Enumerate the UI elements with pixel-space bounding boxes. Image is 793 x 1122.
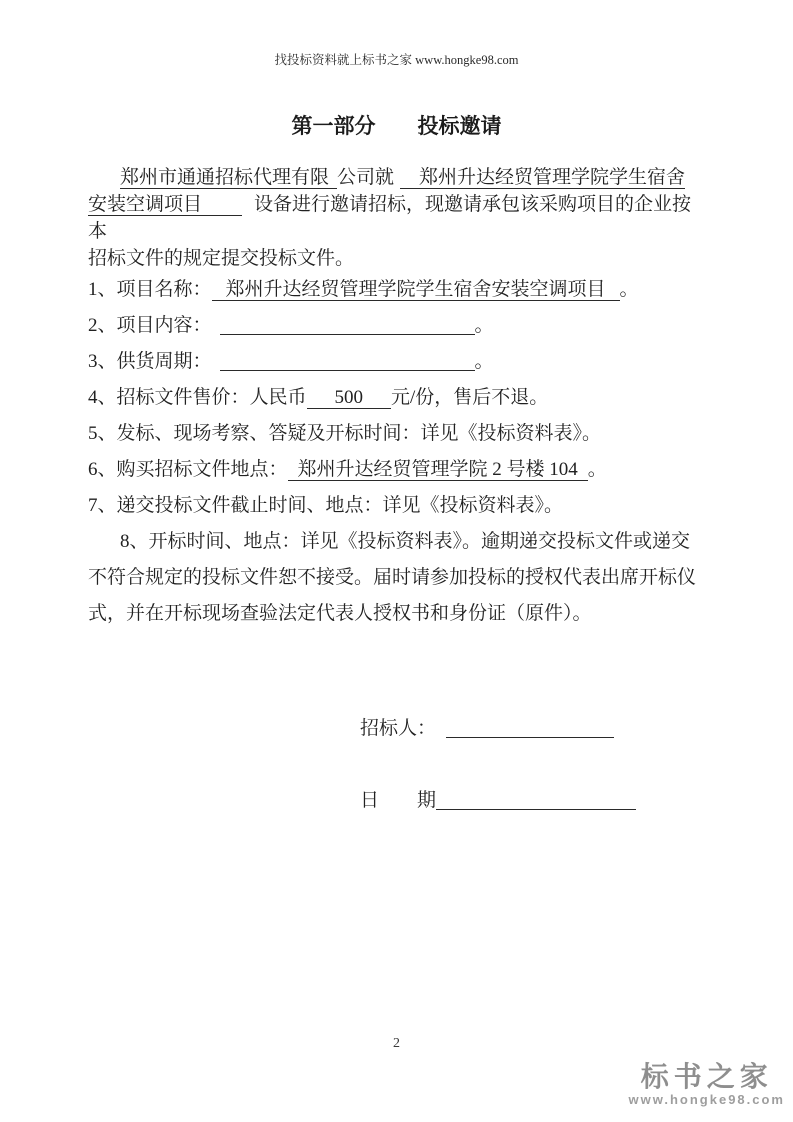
item-number: 3、 [88, 351, 117, 372]
document-body [88, 164, 710, 632]
intro-line-2 [88, 191, 710, 245]
item-number: 5、 [88, 423, 117, 444]
item-label: 购买招标文件地点： [116, 459, 288, 480]
list-item-project-content [88, 308, 710, 344]
date-row [360, 786, 636, 816]
list-item-document-price [88, 380, 710, 416]
item-number: 2、 [88, 315, 117, 336]
item-number: 1、 [88, 279, 117, 300]
item-suffix: 元/份，售后不退。 [391, 387, 549, 408]
agency-name-underlined: 郑州市通通招标代理有限 [120, 167, 337, 189]
item-label: 供货周期： [116, 351, 212, 372]
item-label: 项目内容： [116, 315, 212, 336]
date-label: 日 期 [360, 790, 437, 811]
project-name-value: 郑州升达经贸管理学院学生宿舍安装空调项目 [212, 279, 620, 301]
project-name-underlined-part1: 郑州升达经贸管理学院学生宿舍 [400, 167, 686, 188]
clause-8 [88, 524, 710, 632]
item-suffix: 。 [474, 315, 494, 336]
project-name-underlined-part2: 安装空调项目 [88, 194, 242, 216]
item-number: 4、 [88, 387, 117, 408]
location-value: 郑州升达经贸管理学院 2 号楼 104 [288, 459, 588, 481]
clause-8-line-2: 不符合规定的投标文件恕不接受。届时请参加投标的授权代表出席开标仪 [88, 567, 697, 588]
page-title: 第一部分 投标邀请 [291, 114, 502, 138]
item-label: 递交投标文件截止时间、地点：详见《投标资料表》。 [116, 495, 564, 516]
item-number: 6、 [88, 459, 117, 480]
page-number: 2 [393, 1036, 400, 1051]
bidder-signature-line [446, 718, 614, 738]
clause-8-line-1: 8、开标时间、地点：详见《投标资料表》。逾期递交投标文件或递交 [120, 531, 691, 552]
item-suffix: 。 [587, 459, 607, 480]
watermark-site-url: www.hongke98.com [628, 1092, 785, 1107]
blank-fill-line [220, 351, 475, 371]
intro-connector: 公司就 [337, 167, 395, 188]
date-fill-line [436, 790, 636, 810]
clause-8-line-3: 式，并在开标现场查验法定代表人授权书和身份证（原件）。 [88, 603, 592, 624]
list-item-purchase-location [88, 452, 710, 488]
item-number: 7、 [88, 495, 117, 516]
price-value: 500 [307, 387, 392, 409]
item-label: 发标、现场考察、答疑及开标时间：详见《投标资料表》。 [116, 423, 602, 444]
signature-block [360, 714, 636, 816]
site-watermark [629, 1062, 786, 1108]
item-label: 项目名称： [116, 279, 212, 300]
watermark-site-name: 标书之家 [640, 1061, 773, 1092]
item-label: 招标文件售价：人民币 [116, 387, 307, 408]
list-item-submission-deadline [88, 488, 710, 524]
blank-fill-line [220, 315, 475, 335]
list-item-supply-period [88, 344, 710, 380]
intro-line2-text: 设备进行邀请招标，现邀请承包该采购项目的企业按本 [88, 194, 692, 242]
bidder-label: 招标人： [360, 718, 437, 739]
header-watermark-text: 找投标资料就上标书之家 www.hongke98.com [274, 53, 519, 67]
intro-line-3: 招标文件的规定提交投标文件。 [88, 248, 355, 269]
bidder-signature-row [360, 714, 636, 744]
list-item-project-name [88, 272, 710, 308]
list-item-opening-time [88, 416, 710, 452]
intro-line-1 [88, 164, 710, 191]
item-suffix: 。 [474, 351, 494, 372]
item-suffix: 。 [619, 279, 639, 300]
